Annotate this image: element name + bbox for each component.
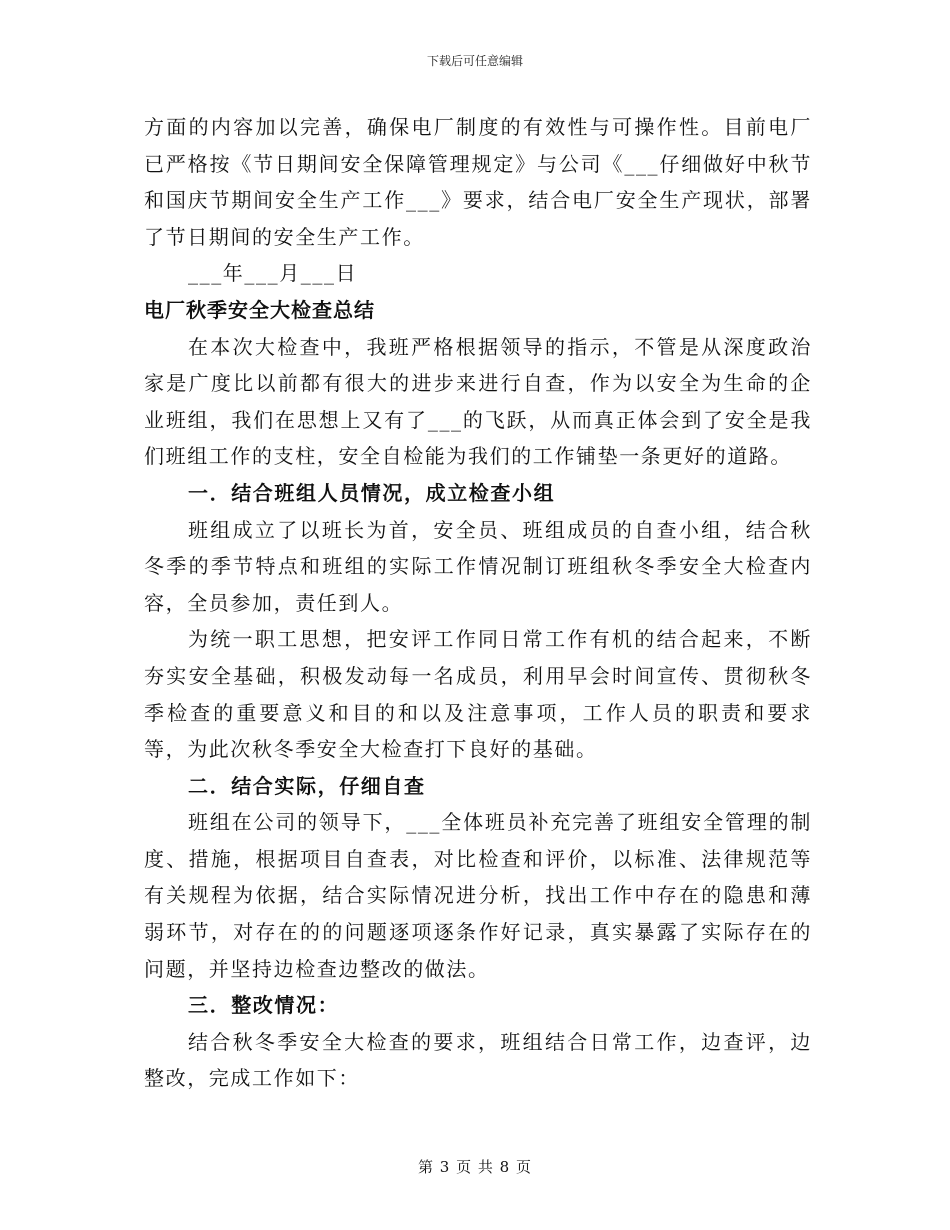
section-heading-2: 二．结合实际，仔细自查 <box>188 773 426 798</box>
date-line: ___年___月___日 <box>188 261 358 286</box>
section-heading-1: 一．结合班组人员情况，成立检查小组 <box>188 480 556 505</box>
intro-paragraph: 方面的内容加以完善，确保电厂制度的有效性与可操作性。目前电厂已严格按《节日期间安全保障管理规定》与公司《___仔细做好中秋节和国庆节期间安全生产工作___》要求，结合电厂安全生产现状，部署了节日期间的安全生产工作。 <box>144 115 812 249</box>
paragraph-3: 为统一职工思想，把安评工作同日常工作有机的结合起来，不断夯实安全基础，积极发动每一名成员，利用早会时间宣传、贯彻秋冬季检查的重要意义和目的和以及注意事项，工作人员的职责和要求等，为此次秋冬季安全大检查打下良好的基础。 <box>144 627 812 762</box>
page-header: 下载后可任意编辑 <box>426 54 523 68</box>
page-footer: 第 3 页 共 8 页 <box>418 1158 532 1176</box>
document-title: 电厂秋季安全大检查总结 <box>144 297 375 322</box>
paragraph-4: 班组在公司的领导下，___全体班员补充完善了班组安全管理的制度、措施，根据项目自查表，对比检查和评价，以标准、法律规范等有关规程为依据，结合实际情况进分析，找出工作中存在的隐患和薄弱环节，对存在的的问题逐项逐条作好记录，真实暴露了实际存在的问题，并坚持边检查边整改的做法。 <box>144 810 812 981</box>
paragraph-5: 结合秋冬季安全大检查的要求，班组结合日常工作，边查评，边整改，完成工作如下： <box>144 1029 812 1091</box>
paragraph-1: 在本次大检查中，我班严格根据领导的指示，不管是从深度政治家是广度比以前都有很大的进步来进行自查，作为以安全为生命的企业班组，我们在思想上又有了___的飞跃，从而真正体会到了安全是我们班组工作的支柱，安全自检能为我们的工作铺垫一条更好的道路。 <box>144 334 812 469</box>
document-body <box>144 109 812 1097</box>
section-heading-3: 三．整改情况： <box>188 993 340 1018</box>
paragraph-2: 班组成立了以班长为首，安全员、班组成员的自查小组，结合秋冬季的季节特点和班组的实际工作情况制订班组秋冬季安全大检查内容，全员参加，责任到人。 <box>144 517 812 615</box>
